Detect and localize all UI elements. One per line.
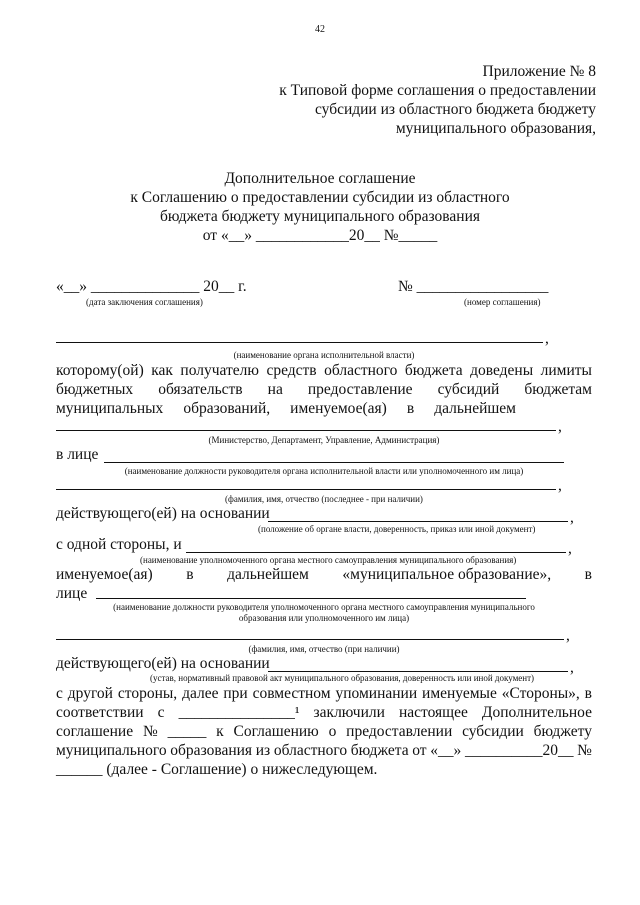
word: «Стороны», (501, 685, 580, 702)
doc-title: Дополнительное соглашение (224, 170, 416, 187)
paragraph-1-line-2 (56, 381, 592, 399)
word: обязательств (158, 381, 243, 398)
word: из (255, 742, 271, 759)
authority-comma: , (545, 330, 549, 347)
word: соответствии (56, 704, 144, 721)
in-person-label: в лице (56, 446, 99, 463)
word: Соглашению (233, 723, 319, 740)
fio-comma: , (558, 477, 562, 494)
position-caption: (наименование должности руководителя органа исполнительной власти или уполномоченного им лица) (124, 466, 524, 476)
local-head-caption-1: (наименование должности руководителя уполномоченного органа местного самоуправления муниципального (113, 602, 535, 612)
local-head-caption-2: образования или уполномоченного им лица) (238, 613, 410, 623)
word: стороны, (117, 685, 178, 702)
word: совместном (252, 685, 331, 702)
basis-comma: , (570, 509, 574, 526)
annex-line-2: к Типовой форме соглашения о предоставлении (279, 82, 596, 99)
word: при (223, 685, 248, 702)
word: образований, (183, 400, 271, 417)
annex-line-4: муниципального образования, (395, 120, 596, 137)
footnote-blank: _______________¹ (178, 704, 300, 721)
word: предоставление (307, 381, 413, 398)
word: _____ (167, 723, 207, 740)
word: муниципального (56, 742, 167, 759)
final-paragraph-line-1 (56, 685, 592, 703)
local-authority-blank-line (186, 552, 566, 553)
word: именуемое(ая) (290, 400, 387, 417)
word: субсидии (462, 723, 524, 740)
final-paragraph-line-3 (56, 723, 592, 741)
basis-blank-line (268, 521, 568, 522)
word: о (328, 723, 337, 740)
word: областного (324, 362, 398, 379)
local-authority-caption: (наименование уполномоченного органа местного самоуправления муниципального образования) (140, 555, 517, 565)
word: муниципальных (56, 400, 164, 417)
word: средств (266, 362, 317, 379)
word: в (186, 566, 194, 583)
fio2-comma: , (566, 627, 570, 644)
authority-caption: (наименование органа исполнительной власти) (233, 350, 415, 360)
word: в (584, 566, 592, 583)
word: № (577, 742, 592, 759)
word: в (406, 400, 415, 417)
word: «__» (430, 742, 462, 759)
word: на (267, 381, 283, 398)
word: бюджетных (56, 381, 134, 398)
word: получателю (180, 362, 259, 379)
annex-title: Приложение № 8 (482, 63, 596, 80)
fio2-caption: (фамилия, имя, отчество (при наличии) (248, 644, 400, 654)
annex-line-3: субсидии из областного бюджета бюджету (314, 101, 596, 118)
agreement-date: «__» ______________ 20__ г. (56, 278, 247, 295)
position-blank-line (104, 462, 564, 463)
word: дальнейшем (227, 566, 309, 583)
fio-caption: (фамилия, имя, отчество (последнее - при наличии) (225, 494, 423, 504)
word: Дополнительное (481, 704, 592, 721)
local-head-blank-line (96, 598, 526, 599)
word: бюджета (350, 742, 409, 759)
doc-title-date-number: от «__» ____________20__ №_____ (202, 227, 438, 244)
agreement-number-caption: (номер соглашения) (464, 297, 541, 307)
fio2-blank-line (56, 639, 564, 640)
local-authority-comma: , (568, 540, 572, 557)
word: которому(ой) (56, 362, 144, 379)
word: «муниципальное образование», (342, 566, 552, 583)
word: __________20__ (464, 742, 574, 759)
word: бюджетам (524, 381, 592, 398)
ministry-comma: , (558, 418, 562, 435)
word: доведены (470, 362, 534, 379)
paragraph-1-line-3 (56, 400, 516, 418)
final-paragraph-line-5: ______ (далее - Соглашение) о нижеследующем. (56, 761, 378, 778)
final-paragraph-line-2 (56, 704, 592, 722)
page-number: 42 (315, 24, 325, 35)
paragraph-2-line-1 (56, 566, 592, 584)
charter-caption: (устав, нормативный правовой акт муниципального образования, доверенность или иной документ) (150, 673, 535, 683)
word: далее (182, 685, 219, 702)
word: предоставлении (346, 723, 453, 740)
word: именуемое(ая) (56, 566, 153, 583)
word: упоминании (335, 685, 418, 702)
word: образования (170, 742, 253, 759)
acting-label-2: действующего(ей) на основании (56, 655, 270, 672)
one-side-label: с одной стороны, и (56, 536, 182, 553)
charter-comma: , (570, 659, 574, 676)
word: именуемые (422, 685, 497, 702)
word: другой (67, 685, 113, 702)
paragraph-1-line-1 (56, 362, 592, 380)
fio-blank-line (56, 489, 556, 490)
doc-title-line-2: к Соглашению о предоставлении субсидии из областного (130, 189, 510, 206)
charter-blank-line (268, 671, 568, 672)
word: бюджета (404, 362, 463, 379)
basis-caption: (положение об органе власти, доверенность, приказ или иной документ) (258, 524, 536, 534)
word: бюджету (533, 723, 592, 740)
ministry-caption: (Министерство, Департамент, Управление, Администрация) (208, 435, 440, 445)
authority-blank-line (56, 342, 543, 343)
word: лимиты (540, 362, 592, 379)
word: областного (273, 742, 348, 759)
agreement-date-caption: (дата заключения соглашения) (86, 297, 203, 307)
word: от (412, 742, 427, 759)
word: с (56, 685, 63, 702)
word: в (584, 685, 592, 702)
word: соглашение (56, 723, 134, 740)
acting-label: действующего(ей) на основании (56, 505, 270, 522)
word: настоящее (398, 704, 468, 721)
word: с (157, 704, 165, 721)
word: заключили (313, 704, 385, 721)
word: к (216, 723, 224, 740)
agreement-number: № _________________ (398, 278, 549, 295)
word: № (142, 723, 158, 740)
word: субсидий (437, 381, 500, 398)
ministry-blank-line (56, 430, 556, 431)
final-paragraph-line-4 (56, 742, 592, 760)
doc-title-line-3: бюджета бюджету муниципального образования (159, 208, 481, 225)
word: как (151, 362, 173, 379)
word: дальнейшем (434, 400, 516, 417)
in-person-label-2: лице (56, 585, 88, 602)
